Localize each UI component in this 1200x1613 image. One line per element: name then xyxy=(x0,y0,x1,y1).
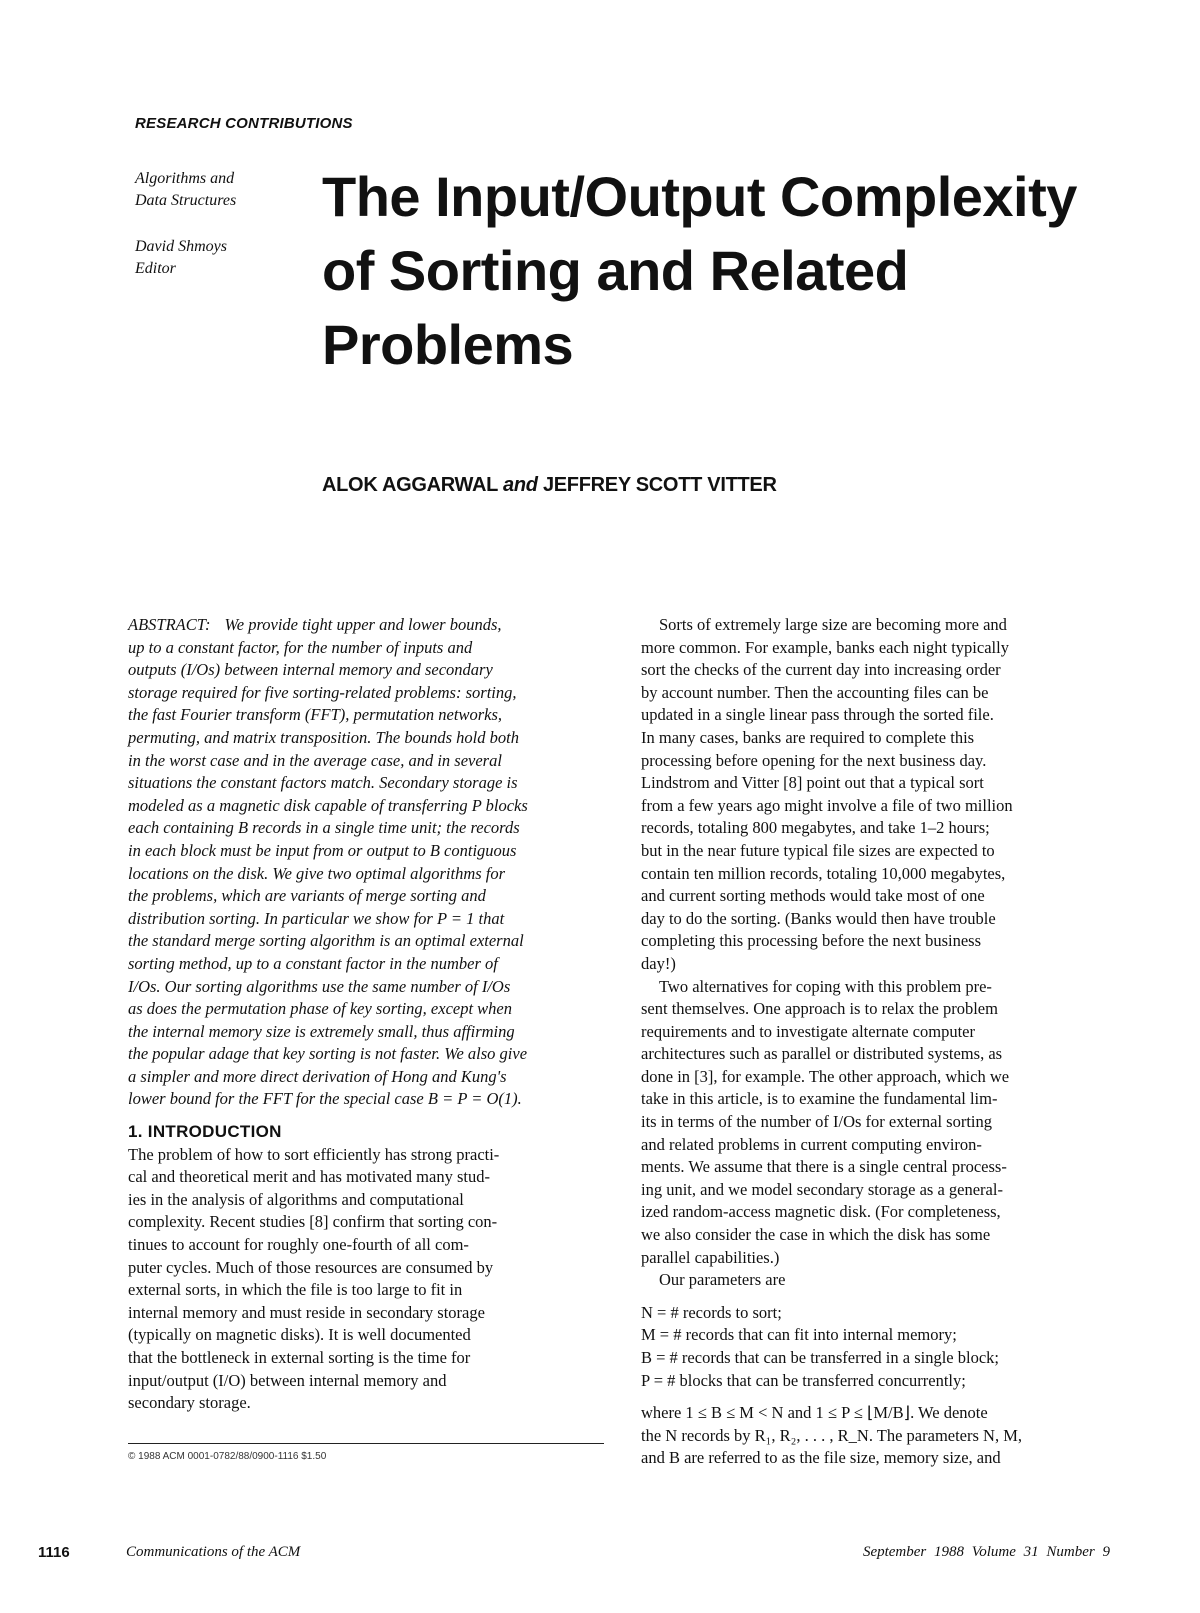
right-column xyxy=(641,614,1119,1470)
author-conjunction: and xyxy=(503,474,538,496)
paragraph-line: day!) xyxy=(641,953,676,973)
abstract-line: the internal memory size is extremely small, thus affirming xyxy=(128,1021,515,1041)
paragraph-line: the N records by R₁, R₂, . . . , R_N. The parameters N, M, xyxy=(641,1425,1023,1445)
paragraph-line: contain ten million records, totaling 10,000 megabytes, xyxy=(641,863,1006,883)
params-intro: Our parameters are xyxy=(659,1270,786,1290)
abstract-line: the problems, which are variants of merge sorting and xyxy=(128,886,486,906)
paragraph-line: where 1 ≤ B ≤ M < N and 1 ≤ P ≤ ⌊M/B⌋. We denote xyxy=(641,1403,988,1423)
abstract-line: each containing B records in a single time unit; the records xyxy=(128,818,520,838)
article-title xyxy=(322,160,1142,382)
intro-line: input/output (I/O) between internal memory and xyxy=(128,1370,447,1390)
paragraph-line: take in this article, is to examine the fundamental lim- xyxy=(641,1089,998,1109)
abstract-line: in each block must be input from or output to B contiguous xyxy=(128,840,517,860)
category-line: Data Structures xyxy=(135,192,237,209)
paragraph-line: sort the checks of the current day into increasing order xyxy=(641,660,1001,680)
parameter-line: B = # records that can be transferred in a single block; xyxy=(641,1348,999,1367)
abstract-line: lower bound for the FFT for the special case B = P = O(1). xyxy=(128,1089,522,1109)
sidebar xyxy=(135,168,295,280)
page-number: 1116 xyxy=(38,1544,70,1561)
abstract-line: the popular adage that key sorting is not faster. We also give xyxy=(128,1044,528,1064)
paragraph-line: more common. For example, banks each night typically xyxy=(641,637,1009,657)
introduction-text xyxy=(128,1144,606,1415)
paragraph-line: records, totaling 800 megabytes, and take 1–2 hours; xyxy=(641,818,990,838)
copyright-footnote: © 1988 ACM 0001-0782/88/0900-1116 $1.50 xyxy=(128,1451,327,1462)
footnote-divider xyxy=(128,1443,604,1444)
title-line: The Input/Output Complexity xyxy=(322,165,1077,228)
section-label: RESEARCH CONTRIBUTIONS xyxy=(135,115,353,132)
parameter-line: M = # records that can fit into internal memory; xyxy=(641,1325,957,1345)
paragraph-line: and current sorting methods would take most of one xyxy=(641,886,985,906)
intro-line: (typically on magnetic disks). It is well documented xyxy=(128,1325,471,1345)
parameter-line: N = # records to sort; xyxy=(641,1302,782,1322)
editor-name: David Shmoys xyxy=(135,238,227,255)
abstract-line: a simpler and more direct derivation of Hong and Kung's xyxy=(128,1066,507,1086)
abstract-line: distribution sorting. In particular we show for P = 1 that xyxy=(128,908,505,928)
intro-line: The problem of how to sort efficiently has strong practi- xyxy=(128,1144,500,1164)
abstract-line: situations the constant factors match. Secondary storage is xyxy=(128,773,518,793)
paragraph-line: its in terms of the number of I/Os for external sorting xyxy=(641,1112,993,1132)
abstract-line: sorting method, up to a constant factor in the number of xyxy=(128,953,498,973)
abstract-line: the fast Fourier transform (FFT), permutation networks, xyxy=(128,705,502,725)
intro-line: external sorts, in which the file is too large to fit in xyxy=(128,1280,463,1300)
abstract-line: up to a constant factor, for the number of inputs and xyxy=(128,637,473,657)
paragraph-line: Two alternatives for coping with this problem pre- xyxy=(659,976,992,996)
title-line: Problems xyxy=(322,313,574,376)
paragraph-line: and B are referred to as the file size, memory size, and xyxy=(641,1448,1001,1468)
abstract-line: in the worst case and in the average case, and in several xyxy=(128,750,502,770)
paragraph-line: from a few years ago might involve a file of two million xyxy=(641,795,1013,815)
intro-line: puter cycles. Much of those resources are consumed by xyxy=(128,1257,494,1277)
paragraph-line: ing unit, and we model secondary storage as a general- xyxy=(641,1179,1003,1199)
paragraph-line: architectures such as parallel or distributed systems, as xyxy=(641,1044,1003,1064)
abstract-line: as does the permutation phase of key sorting, except when xyxy=(128,999,513,1019)
journal-name: Communications of the ACM xyxy=(126,1544,301,1560)
abstract-line: locations on the disk. We give two optimal algorithms for xyxy=(128,863,506,883)
paragraph-line: Lindstrom and Vitter [8] point out that a typical sort xyxy=(641,773,984,793)
category-line: Algorithms and xyxy=(135,170,235,187)
paragraph-line: updated in a single linear pass through the sorted file. xyxy=(641,705,994,725)
title-line: of Sorting and Related xyxy=(322,239,909,302)
left-column xyxy=(128,614,606,1415)
abstract-line: modeled as a magnetic disk capable of transferring P blocks xyxy=(128,795,528,815)
intro-line: tinues to account for roughly one-fourth of all com- xyxy=(128,1235,469,1255)
paragraph xyxy=(641,1402,1119,1470)
parameter-list xyxy=(641,1302,1119,1392)
paragraph-line: day to do the sorting. (Banks would then have trouble xyxy=(641,908,996,928)
intro-line: secondary storage. xyxy=(128,1393,251,1413)
issue-info: September 1988 Volume 31 Number 9 xyxy=(862,1544,1110,1560)
abstract-text: We provide tight upper and lower bounds, xyxy=(224,615,502,634)
section-heading: 1. INTRODUCTION xyxy=(128,1122,282,1142)
paragraph-line: sent themselves. One approach is to relax the problem xyxy=(641,999,998,1019)
intro-line: cal and theoretical merit and has motivated many stud- xyxy=(128,1167,490,1187)
author-name: ALOK AGGARWAL xyxy=(322,474,498,496)
parameter-line: P = # blocks that can be transferred concurrently; xyxy=(641,1370,966,1390)
author-name: JEFFREY SCOTT VITTER xyxy=(542,474,777,496)
paragraph xyxy=(641,614,1119,976)
paragraph-line: and related problems in current computing environ- xyxy=(641,1134,982,1154)
intro-line: ies in the analysis of algorithms and computational xyxy=(128,1189,464,1209)
paragraph-line: but in the near future typical file sizes are expected to xyxy=(641,840,995,860)
paragraph-line: processing before opening for the next business day. xyxy=(641,750,987,770)
paragraph-line: completing this processing before the next business xyxy=(641,931,982,951)
intro-line: internal memory and must reside in secondary storage xyxy=(128,1302,485,1322)
intro-line: that the bottleneck in external sorting is the time for xyxy=(128,1348,471,1367)
paragraph-line: ized random-access magnetic disk. (For completeness, xyxy=(641,1202,1001,1222)
abstract-line: storage required for five sorting-related problems: sorting, xyxy=(128,682,517,702)
editor-role: Editor xyxy=(135,260,176,277)
paragraph-line: ments. We assume that there is a single central process- xyxy=(641,1157,1007,1177)
paragraph-line: requirements and to investigate alternate computer xyxy=(641,1021,975,1041)
paragraph-line: by account number. Then the accounting files can be xyxy=(641,682,989,702)
abstract-line: outputs (I/Os) between internal memory and secondary xyxy=(128,660,493,680)
abstract-label: ABSTRACT: xyxy=(128,615,211,634)
abstract-line xyxy=(128,614,606,637)
paragraph-line: In many cases, banks are required to complete this xyxy=(641,727,975,747)
abstract-line: permuting, and matrix transposition. The bounds hold both xyxy=(128,727,519,747)
paragraph-line: done in [3], for example. The other approach, which we xyxy=(641,1066,1010,1086)
abstract-line: I/Os. Our sorting algorithms use the same number of I/Os xyxy=(128,976,511,996)
paragraph-line: Sorts of extremely large size are becoming more and xyxy=(659,615,1007,634)
abstract xyxy=(128,614,606,1111)
authors xyxy=(322,474,777,497)
paragraph-line: we also consider the case in which the disk has some xyxy=(641,1225,991,1245)
intro-line: complexity. Recent studies [8] confirm that sorting con- xyxy=(128,1212,498,1232)
abstract-line: the standard merge sorting algorithm is an optimal external xyxy=(128,931,524,951)
paragraph xyxy=(641,976,1119,1270)
paragraph-line: parallel capabilities.) xyxy=(641,1247,780,1267)
